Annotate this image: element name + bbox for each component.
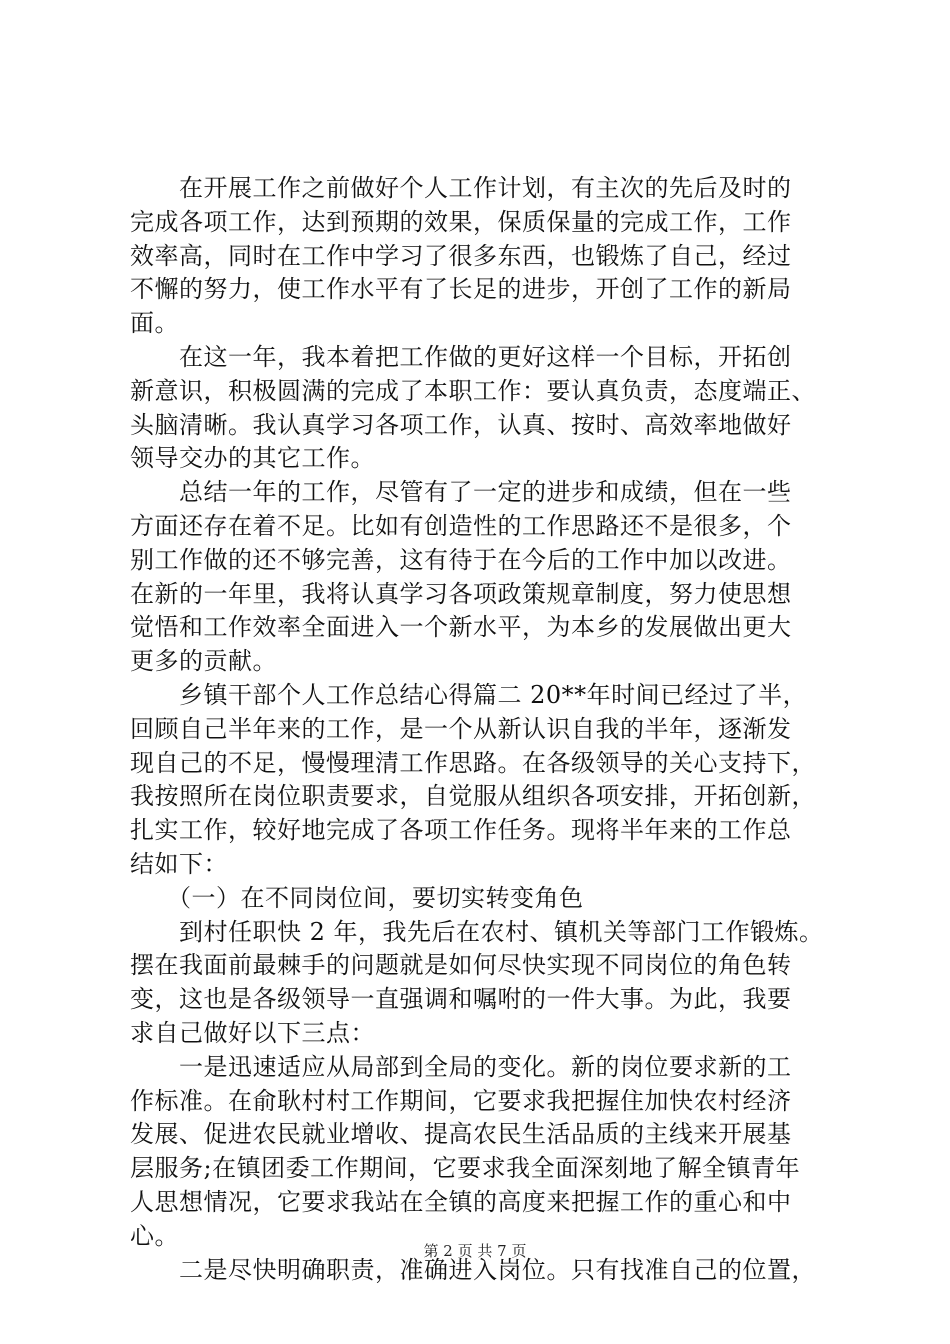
text-line: 领导交办的其它工作。	[130, 444, 375, 473]
text-line: 到村任职快 2 年，我先后在农村、镇机关等部门工作锻炼。	[130, 917, 824, 946]
text-line: 在这一年，我本着把工作做的更好这样一个目标，开拓创	[130, 342, 792, 371]
text-line: 面。	[130, 309, 179, 338]
section-heading: （一）在不同岗位间，要切实转变角色	[130, 883, 584, 912]
text-line: 总结一年的工作，尽管有了一定的进步和成绩，但在一些	[130, 478, 792, 507]
text-line: 不懈的努力，使工作水平有了长足的进步，开创了工作的新局	[130, 275, 792, 304]
document-body	[130, 172, 830, 1287]
text-line: 人思想情况，它要求我站在全镇的高度来把握工作的重心和中	[130, 1187, 792, 1216]
text-line: 求自己做好以下三点：	[130, 1018, 375, 1047]
text-line: 在开展工作之前做好个人工作计划，有主次的先后及时的	[130, 174, 792, 202]
text-line: 变，这也是各级领导一直强调和嘱咐的一件大事。为此，我要	[130, 985, 792, 1014]
text-line: 扎实工作，较好地完成了各项工作任务。现将半年来的工作总	[130, 816, 792, 845]
text-line: 效率高，同时在工作中学习了很多东西，也锻炼了自己，经过	[130, 241, 792, 270]
page-number-footer: 第 2 页 共 7 页	[423, 1242, 527, 1260]
text-line: 发展、促进农民就业增收、提高农民生活品质的主线来开展基	[130, 1120, 792, 1149]
text-line: 别工作做的还不够完善，这有待于在今后的工作中加以改进。	[130, 545, 792, 574]
text-line: 更多的贡献。	[130, 647, 277, 676]
text-line: 新意识，积极圆满的完成了本职工作：要认真负责，态度端正、	[130, 376, 816, 405]
text-line: 结如下：	[130, 849, 228, 878]
text-line: 摆在我面前最棘手的问题就是如何尽快实现不同岗位的角色转	[130, 951, 792, 980]
text-line: 作标准。在俞耿村村工作期间，它要求我把握住加快农村经济	[130, 1086, 792, 1115]
text-line: 心。	[130, 1221, 179, 1250]
text-line: 头脑清晰。我认真学习各项工作，认真、按时、高效率地做好	[130, 410, 792, 439]
text-line: 乡镇干部个人工作总结心得篇二 20**年时间已经过了半，	[130, 680, 808, 709]
text-line: 方面还存在着不足。比如有创造性的工作思路还不是很多，个	[130, 511, 792, 540]
text-line: 层服务;在镇团委工作期间，它要求我全面深刻地了解全镇青年	[130, 1154, 801, 1183]
text-line: 觉悟和工作效率全面进入一个新水平，为本乡的发展做出更大	[130, 613, 792, 642]
text-line: 在新的一年里，我将认真学习各项政策规章制度，努力使思想	[130, 579, 792, 608]
text-line: 现自己的不足，慢慢理清工作思路。在各级领导的关心支持下，	[130, 748, 816, 777]
text-line: 完成各项工作，达到预期的效果，保质保量的完成工作，工作	[130, 207, 792, 236]
text-line: 我按照所在岗位职责要求，自觉服从组织各项安排，开拓创新，	[130, 782, 816, 811]
text-line: 回顾自己半年来的工作，是一个从新认识自我的半年，逐渐发	[130, 714, 792, 743]
text-line: 一是迅速适应从局部到全局的变化。新的岗位要求新的工	[130, 1052, 792, 1081]
text-line: 二是尽快明确职责，准确进入岗位。只有找准自己的位置，	[130, 1255, 816, 1284]
